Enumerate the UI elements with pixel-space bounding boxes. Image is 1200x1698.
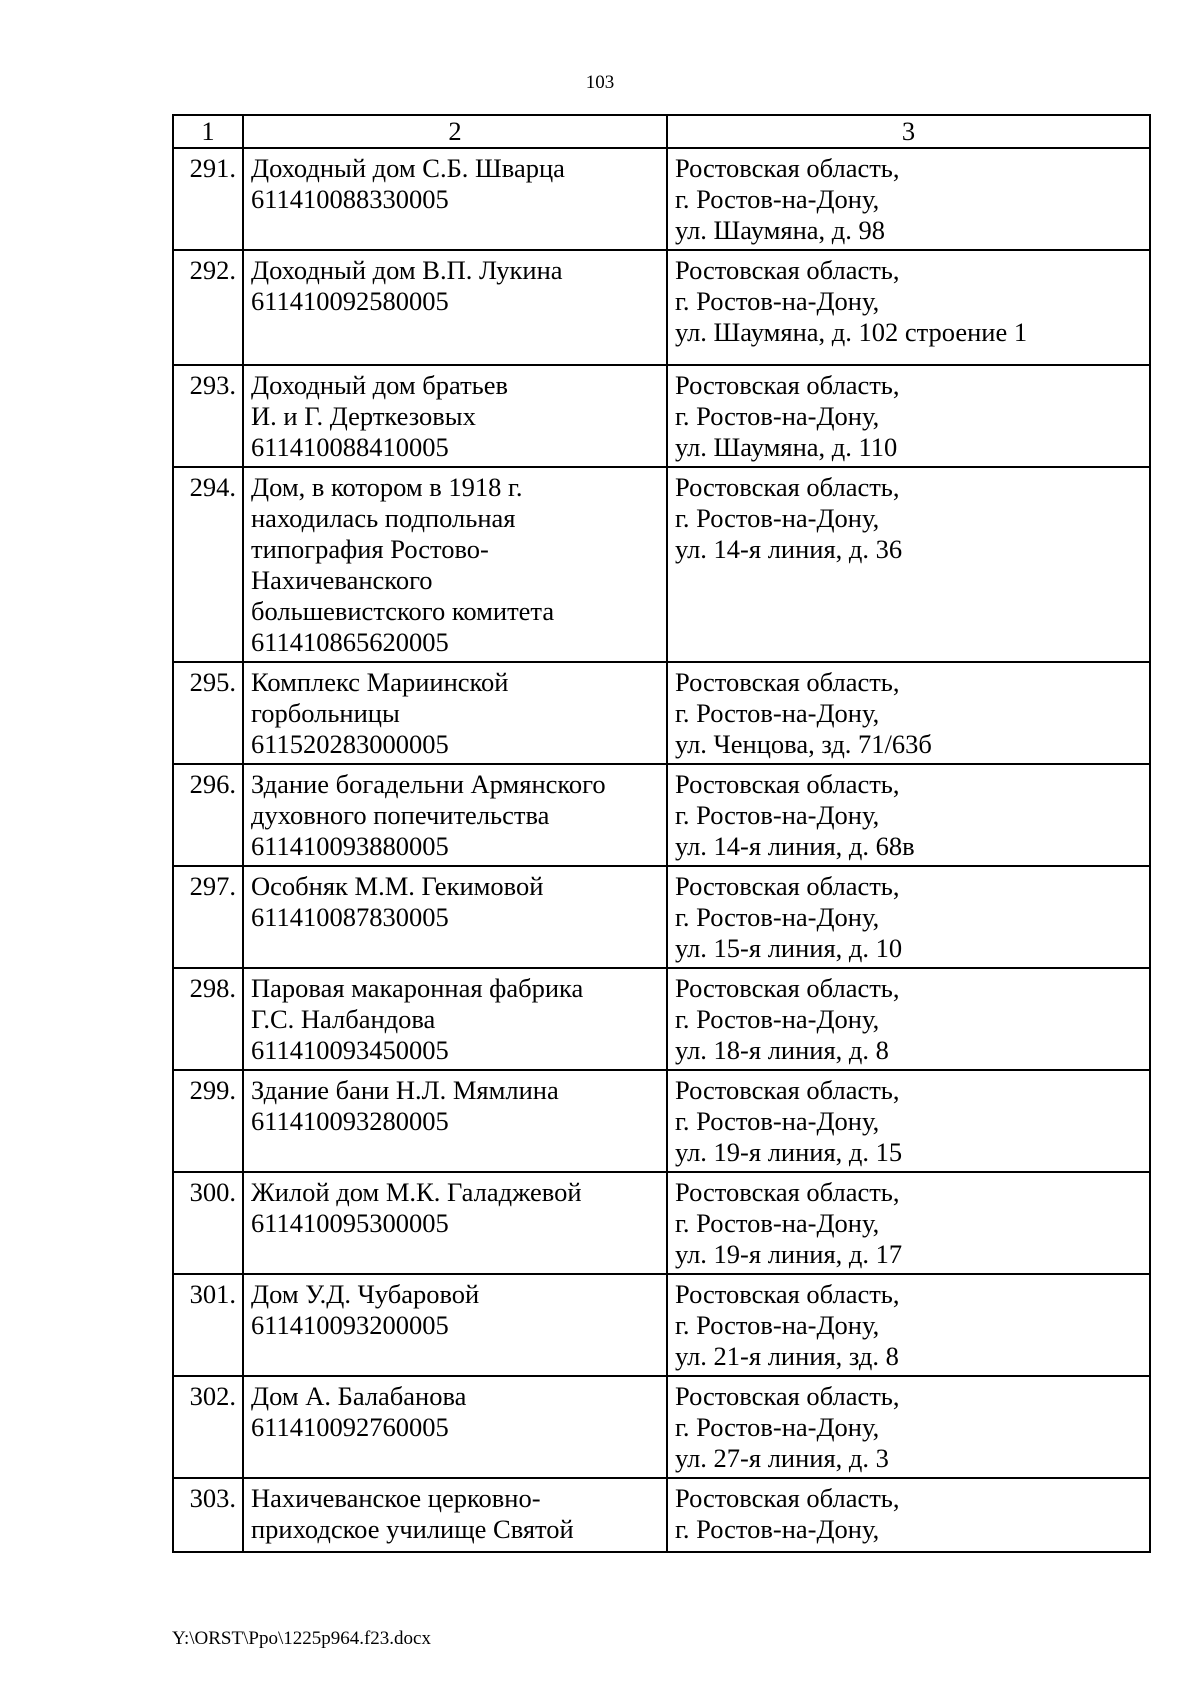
address-line: ул. 19-я линия, д. 17: [675, 1239, 903, 1269]
address-cell: [667, 968, 1150, 1070]
address-line: г. Ростов-на-Дону,: [675, 1310, 880, 1340]
address-line: ул. 14-я линия, д. 36: [675, 534, 903, 564]
address-line: ул. 27-я линия, д. 3: [675, 1443, 889, 1473]
table-row: [173, 1274, 1150, 1376]
table-row: [173, 866, 1150, 968]
object-name-line: Дом, в котором в 1918 г.: [251, 472, 523, 502]
object-name-line: Жилой дом М.К. Галаджевой: [251, 1177, 582, 1207]
row-number: 294.: [173, 467, 243, 662]
address-line: ул. 14-я линия, д. 68в: [675, 831, 915, 861]
object-name-line: духовного попечительства: [251, 800, 550, 830]
object-name-line: Дом А. Балабанова: [251, 1381, 467, 1411]
object-name-line: 611410092580005: [251, 286, 449, 316]
row-number: 299.: [173, 1070, 243, 1172]
page-number: 103: [585, 72, 615, 93]
table-row: [173, 250, 1150, 365]
object-name-cell: [243, 662, 667, 764]
table-row: [173, 1172, 1150, 1274]
object-name-line: Здание богадельни Армянского: [251, 769, 606, 799]
file-path-footer: Y:\ORST\Ppo\1225p964.f23.docx: [172, 1628, 431, 1649]
table-row: [173, 1070, 1150, 1172]
address-line: Ростовская область,: [675, 370, 900, 400]
object-name-line: Нахичеванское церковно-: [251, 1483, 541, 1513]
row-number: 296.: [173, 764, 243, 866]
column-header-3: 3: [667, 115, 1150, 148]
address-line: г. Ростов-на-Дону,: [675, 401, 880, 431]
address-line: ул. 19-я линия, д. 15: [675, 1137, 903, 1167]
object-name-line: типография Ростово-: [251, 534, 489, 564]
column-header-1: 1: [173, 115, 243, 148]
object-name-line: Доходный дом братьев: [251, 370, 509, 400]
address-cell: [667, 365, 1150, 467]
object-name-line: 611410095300005: [251, 1208, 449, 1238]
row-number: 302.: [173, 1376, 243, 1478]
address-line: г. Ростов-на-Дону,: [675, 286, 880, 316]
object-name-line: 611410092760005: [251, 1412, 449, 1442]
object-name-cell: [243, 1070, 667, 1172]
table-header-row: [173, 115, 1150, 148]
object-name-line: находилась подпольная: [251, 503, 516, 533]
object-name-line: большевистского комитета: [251, 596, 555, 626]
row-number: 303.: [173, 1478, 243, 1552]
table-row: [173, 764, 1150, 866]
row-number: 301.: [173, 1274, 243, 1376]
object-name-line: 611410088330005: [251, 184, 449, 214]
address-line: Ростовская область,: [675, 973, 900, 1003]
address-line: г. Ростов-на-Дону,: [675, 1208, 880, 1238]
object-name-line: 611410093200005: [251, 1310, 449, 1340]
row-number: 291.: [173, 148, 243, 250]
table-row: [173, 968, 1150, 1070]
address-cell: [667, 764, 1150, 866]
address-line: ул. Шаумяна, д. 98: [675, 215, 885, 245]
address-line: г. Ростов-на-Дону,: [675, 1004, 880, 1034]
row-number: 295.: [173, 662, 243, 764]
table-row: [173, 1376, 1150, 1478]
address-line: Ростовская область,: [675, 1177, 900, 1207]
address-line: г. Ростов-на-Дону,: [675, 1514, 880, 1544]
address-cell: [667, 662, 1150, 764]
object-name-cell: [243, 1478, 667, 1552]
address-line: г. Ростов-на-Дону,: [675, 1106, 880, 1136]
object-name-cell: [243, 365, 667, 467]
object-name-line: 611410865620005: [251, 627, 449, 657]
address-line: г. Ростов-на-Дону,: [675, 902, 880, 932]
object-name-line: Дом У.Д. Чубаровой: [251, 1279, 480, 1309]
row-number: 297.: [173, 866, 243, 968]
address-line: Ростовская область,: [675, 472, 900, 502]
address-cell: [667, 1274, 1150, 1376]
table-row: [173, 1478, 1150, 1552]
object-name-cell: [243, 148, 667, 250]
object-name-line: Комплекс Мариинской: [251, 667, 509, 697]
address-cell: [667, 1376, 1150, 1478]
address-line: Ростовская область,: [675, 1279, 900, 1309]
address-line: Ростовская область,: [675, 769, 900, 799]
address-cell: [667, 866, 1150, 968]
address-cell: [667, 1172, 1150, 1274]
address-line: г. Ростов-на-Дону,: [675, 800, 880, 830]
object-name-line: И. и Г. Дерткезовых: [251, 401, 476, 431]
address-line: ул. Ченцова, зд. 71/63б: [675, 729, 932, 759]
object-name-line: Доходный дом В.П. Лукина: [251, 255, 563, 285]
address-line: Ростовская область,: [675, 153, 900, 183]
address-line: г. Ростов-на-Дону,: [675, 503, 880, 533]
address-cell: [667, 148, 1150, 250]
address-line: ул. Шаумяна, д. 102 строение 1: [675, 317, 1028, 347]
row-number: 292.: [173, 250, 243, 365]
object-name-cell: [243, 467, 667, 662]
address-line: Ростовская область,: [675, 667, 900, 697]
address-cell: [667, 1478, 1150, 1552]
object-name-cell: [243, 968, 667, 1070]
address-line: г. Ростов-на-Дону,: [675, 184, 880, 214]
address-cell: [667, 250, 1150, 365]
object-name-line: Паровая макаронная фабрика: [251, 973, 584, 1003]
column-header-2: 2: [243, 115, 667, 148]
heritage-registry-table: [172, 114, 1151, 1553]
address-line: ул. Шаумяна, д. 110: [675, 432, 898, 462]
object-name-line: Г.С. Налбандова: [251, 1004, 436, 1034]
object-name-line: Особняк М.М. Гекимовой: [251, 871, 544, 901]
address-line: ул. 15-я линия, д. 10: [675, 933, 903, 963]
row-number: 300.: [173, 1172, 243, 1274]
address-line: Ростовская область,: [675, 1381, 900, 1411]
object-name-line: горбольницы: [251, 698, 400, 728]
object-name-cell: [243, 1172, 667, 1274]
address-cell: [667, 467, 1150, 662]
address-cell: [667, 1070, 1150, 1172]
object-name-line: 611410093880005: [251, 831, 449, 861]
object-name-cell: [243, 1376, 667, 1478]
object-name-line: 611410093280005: [251, 1106, 449, 1136]
row-number: 298.: [173, 968, 243, 1070]
address-line: ул. 21-я линия, зд. 8: [675, 1341, 899, 1371]
object-name-line: Доходный дом С.Б. Шварца: [251, 153, 565, 183]
address-line: Ростовская область,: [675, 255, 900, 285]
object-name-line: 611410088410005: [251, 432, 449, 462]
address-line: ул. 18-я линия, д. 8: [675, 1035, 889, 1065]
table-row: [173, 467, 1150, 662]
object-name-line: Нахичеванского: [251, 565, 433, 595]
object-name-cell: [243, 866, 667, 968]
object-name-line: приходское училище Святой: [251, 1514, 574, 1544]
address-line: г. Ростов-на-Дону,: [675, 698, 880, 728]
object-name-cell: [243, 764, 667, 866]
address-line: Ростовская область,: [675, 871, 900, 901]
address-line: г. Ростов-на-Дону,: [675, 1412, 880, 1442]
object-name-line: 611410093450005: [251, 1035, 449, 1065]
object-name-line: 611520283000005: [251, 729, 449, 759]
table-row: [173, 365, 1150, 467]
object-name-cell: [243, 1274, 667, 1376]
object-name-line: Здание бани Н.Л. Мямлина: [251, 1075, 559, 1105]
object-name-line: 611410087830005: [251, 902, 449, 932]
address-line: Ростовская область,: [675, 1075, 900, 1105]
object-name-cell: [243, 250, 667, 365]
table-row: [173, 662, 1150, 764]
address-line: Ростовская область,: [675, 1483, 900, 1513]
row-number: 293.: [173, 365, 243, 467]
table-row: [173, 148, 1150, 250]
